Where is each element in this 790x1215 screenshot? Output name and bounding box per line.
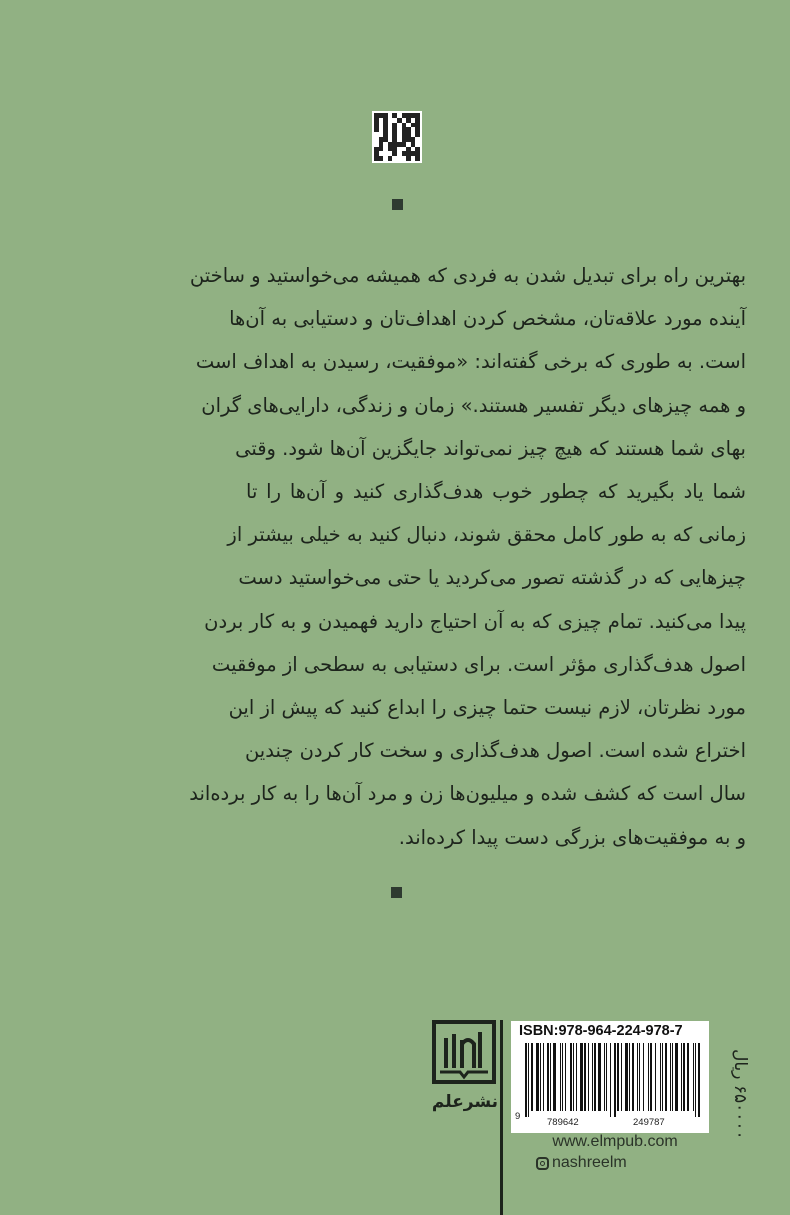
barcode-bar bbox=[547, 1043, 549, 1111]
barcode-bar bbox=[540, 1043, 541, 1111]
barcode-bar bbox=[632, 1043, 634, 1111]
barcode-bar bbox=[629, 1043, 630, 1111]
barcode-bar bbox=[639, 1043, 640, 1111]
blurb-line: بهترین راه برای تبدیل شدن به فردی که همیشه می‌خواستید و ساختن bbox=[189, 264, 746, 287]
barcode-bar bbox=[655, 1043, 657, 1111]
barcode-bar bbox=[650, 1043, 652, 1111]
back-cover-blurb bbox=[189, 254, 746, 859]
isbn-barcode bbox=[511, 1021, 709, 1133]
blurb-line: است. به طوری که برخی گفته‌اند: «موفقیت، رسیدن به اهداف است bbox=[195, 350, 746, 374]
barcode-bar bbox=[643, 1043, 645, 1111]
barcode-lead-digit: 9 bbox=[515, 1111, 521, 1122]
barcode-bar bbox=[536, 1043, 538, 1111]
blurb-line: زمانی که به طور کامل محقق شوند، دنبال کنید به خیلی بیشتر از bbox=[227, 523, 746, 547]
blurb-line: اختراع شده است. اصول هدف‌گذاری و سخت کار کردن چندین bbox=[244, 739, 746, 763]
blurb-line: و همه چیزهای دیگر تفسیر هستند.» زمان و زندگی، دارایی‌های گران bbox=[201, 393, 746, 417]
book-logo-icon bbox=[436, 1024, 492, 1080]
barcode-bar bbox=[648, 1043, 649, 1111]
isbn-text: ISBN:978-964-224-978-7 bbox=[519, 1023, 683, 1039]
ornament-square-top bbox=[392, 199, 403, 210]
barcode-bar bbox=[592, 1043, 593, 1111]
barcode-bar bbox=[625, 1043, 627, 1111]
barcode-bar bbox=[675, 1043, 677, 1111]
barcode-bar bbox=[614, 1043, 616, 1117]
barcode-bar bbox=[598, 1043, 600, 1111]
blurb-line: چیزهایی که در گذشته تصور می‌کردید یا حتی می‌خواستید دست bbox=[238, 566, 746, 590]
barcode-bar bbox=[687, 1043, 689, 1111]
barcode-bar bbox=[584, 1043, 586, 1111]
qr-code bbox=[372, 111, 422, 163]
price: ۶۵۰۰۰۰ ریال bbox=[730, 1049, 750, 1140]
barcode-bar bbox=[525, 1043, 527, 1117]
barcode-bar bbox=[588, 1043, 589, 1111]
barcode-bar bbox=[662, 1043, 663, 1111]
publisher-name: نشرعلم bbox=[431, 1092, 499, 1112]
barcode-bar bbox=[660, 1043, 661, 1111]
blurb-line: شما یاد بگیرید که چطور خوب هدف‌گذاری کنید و آن‌ها را تا bbox=[246, 480, 746, 504]
blurb-line: پیدا می‌کنید. تمام چیزی که به آن احتیاج دارید فهمیدن و به کار بردن bbox=[204, 609, 746, 633]
blurb-line: بهای شما هستند که هیچ چیز نمی‌تواند جایگزین آن‌ها شود. وقتی bbox=[235, 436, 746, 460]
barcode-bars bbox=[525, 1043, 703, 1119]
barcode-bar bbox=[573, 1043, 574, 1111]
blurb-line: و به موفقیت‌های بزرگی دست پیدا کرده‌اند. bbox=[398, 825, 746, 849]
publisher-logo bbox=[432, 1020, 496, 1084]
barcode-bar bbox=[531, 1043, 533, 1111]
blurb-line: آینده مورد علاقه‌تان، مشخص کردن اهداف‌تان و دستیابی به آن‌ها bbox=[229, 307, 746, 331]
barcode-bar bbox=[580, 1043, 582, 1111]
barcode-bar bbox=[543, 1043, 544, 1111]
barcode-bar bbox=[560, 1043, 561, 1111]
barcode-left-digits: 789642 bbox=[547, 1117, 579, 1128]
barcode-bar bbox=[553, 1043, 555, 1111]
barcode-bar bbox=[604, 1043, 605, 1111]
barcode-bar bbox=[637, 1043, 638, 1111]
barcode-bar bbox=[565, 1043, 567, 1111]
barcode-bar bbox=[606, 1043, 607, 1111]
barcode-right-digits: 249787 bbox=[633, 1117, 665, 1128]
barcode-bar bbox=[550, 1043, 551, 1111]
barcode-bar bbox=[665, 1043, 667, 1111]
barcode-bar bbox=[670, 1043, 671, 1111]
barcode-bar bbox=[683, 1043, 685, 1111]
barcode-bar bbox=[621, 1043, 622, 1111]
blurb-line: اصول هدف‌گذاری مؤثر است. برای دستیابی به سطحی از موفقیت bbox=[211, 652, 746, 676]
barcode-bar bbox=[576, 1043, 577, 1111]
publisher-instagram[interactable] bbox=[536, 1154, 627, 1172]
barcode-bar bbox=[617, 1043, 619, 1111]
instagram-handle: nashreelm bbox=[552, 1154, 627, 1171]
barcode-bar bbox=[681, 1043, 682, 1111]
barcode-bar bbox=[695, 1043, 696, 1117]
barcode-bar bbox=[672, 1043, 673, 1111]
instagram-icon bbox=[536, 1157, 549, 1170]
ornament-square-bottom bbox=[391, 887, 402, 898]
blurb-line: سال است که کشف شده و میلیون‌ها زن و مرد آن‌ها را به کار برده‌اند bbox=[189, 782, 746, 806]
barcode-bar bbox=[528, 1043, 529, 1117]
publisher-website[interactable]: www.elmpub.com bbox=[552, 1133, 678, 1150]
barcode-bar bbox=[693, 1043, 694, 1111]
qr-module bbox=[415, 156, 420, 161]
barcode-bar bbox=[570, 1043, 572, 1111]
divider bbox=[500, 1020, 503, 1215]
barcode-bar bbox=[562, 1043, 563, 1111]
blurb-line: مورد نظرتان، لازم نیست حتما چیزی را ابداع کنید که پیش از این bbox=[228, 696, 746, 720]
barcode-bar bbox=[610, 1043, 611, 1117]
barcode-bar bbox=[698, 1043, 700, 1117]
barcode-bar bbox=[594, 1043, 596, 1111]
